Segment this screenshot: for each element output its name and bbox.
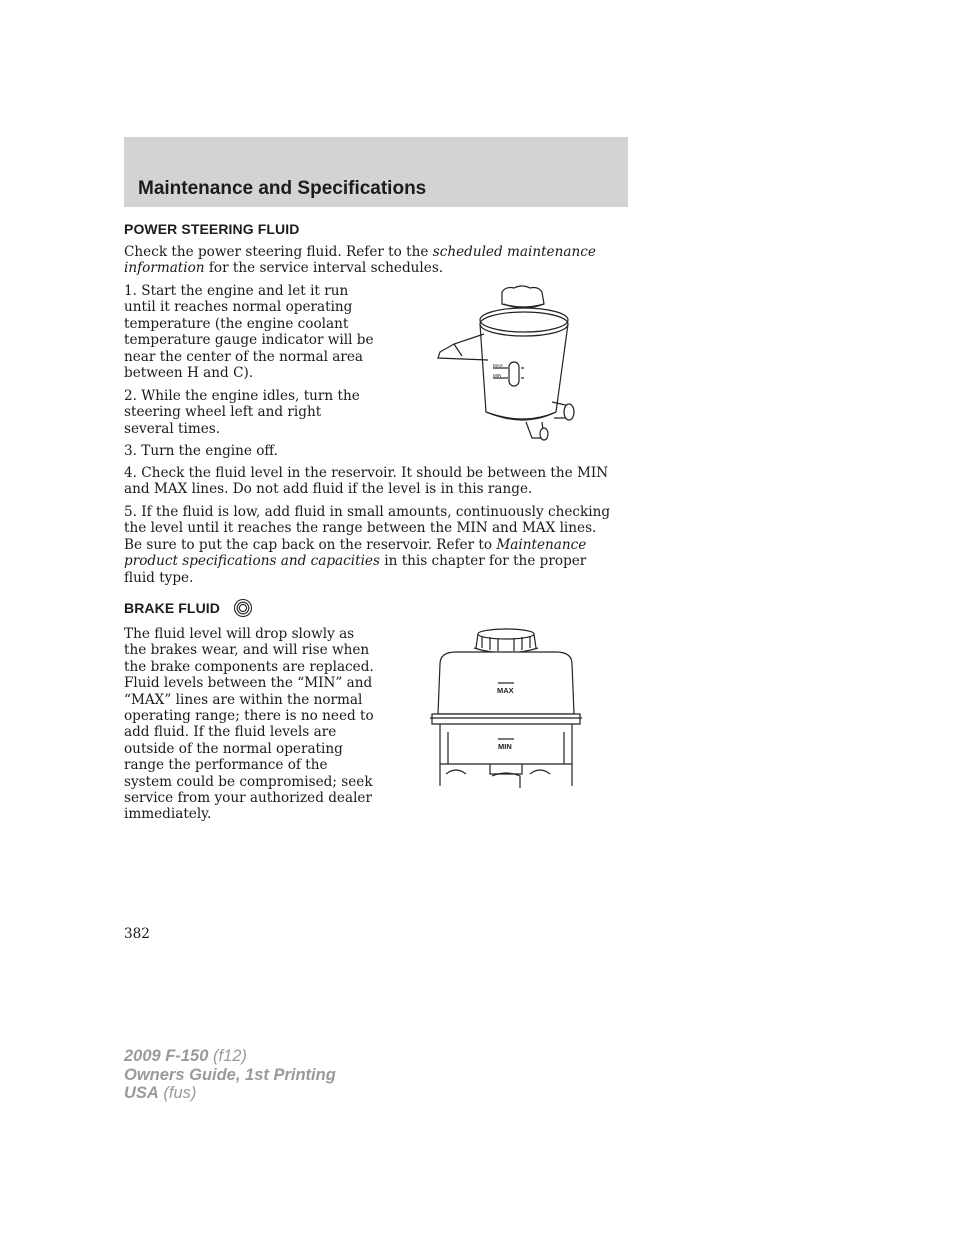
section-header-band xyxy=(124,137,628,207)
footer-line-3 xyxy=(124,1084,336,1103)
page-number: 382 xyxy=(124,926,150,942)
footer-model-code: (f12) xyxy=(208,1047,247,1065)
brake-min-label: MIN xyxy=(498,742,512,751)
power-steering-step-4: 4. Check the fluid level in the reservoir. It should be between the MIN and MAX lines. Do not add fluid if the level is in this range. xyxy=(124,465,609,498)
footer-market-code: (fus) xyxy=(158,1084,197,1102)
footer-line-2: Owners Guide, 1st Printing xyxy=(124,1065,336,1084)
footer-market: USA xyxy=(124,1084,159,1102)
power-steering-intro xyxy=(124,244,618,277)
brake-warning-icon xyxy=(233,598,253,618)
power-steering-reservoir-figure xyxy=(432,282,582,447)
intro-text-post: for the service interval schedules. xyxy=(204,260,444,277)
step5-text-italic: Maintenance product specifications and capacities xyxy=(124,536,587,570)
power-steering-step-3: 3. Turn the engine off. xyxy=(124,443,278,459)
brake-max-label: MAX xyxy=(497,686,514,695)
step5-text-pre: 5. If the fluid is low, add fluid in small amounts, continuously checking the level until it reaches the range between the MIN and MAX lines. Be sure to put the cap back on the reservoir. Refer to xyxy=(124,504,611,553)
document-footer xyxy=(124,1047,336,1103)
footer-model: 2009 F-150 xyxy=(124,1047,209,1065)
reservoir-min-label: MIN xyxy=(493,373,502,378)
reservoir-max-label: MAX xyxy=(493,363,503,368)
brake-fluid-heading-text: BRAKE FLUID xyxy=(124,600,220,616)
power-steering-step-1: 1. Start the engine and let it run until it reaches normal operating temperature (the engine coolant temperature gauge indicator will be near the center of the normal area between H and C). xyxy=(124,283,374,382)
step5-text-post: in this chapter for the proper fluid type. xyxy=(124,553,587,586)
brake-reservoir-figure xyxy=(426,626,586,792)
intro-text-italic: scheduled maintenance information xyxy=(124,244,596,277)
brake-fluid-body: The fluid level will drop slowly as the brakes wear, and will rise when the brake components are replaced. Fluid levels between the “MIN” and “MAX” lines are within the normal operating range; there is no need to add fluid. If the fluid levels are outside of the normal operating range the performance of the system could be compromised; seek service from your authorized dealer immediately. xyxy=(124,626,374,823)
brake-fluid-heading xyxy=(124,600,220,616)
intro-text-pre: Check the power steering fluid. Refer to the xyxy=(124,244,433,260)
footer-line-1 xyxy=(124,1047,336,1066)
power-steering-step-5 xyxy=(124,504,618,586)
power-steering-heading: POWER STEERING FLUID xyxy=(124,221,300,237)
section-title: Maintenance and Specifications xyxy=(138,178,427,199)
power-steering-step-2: 2. While the engine idles, turn the steering wheel left and right several times. xyxy=(124,388,360,437)
